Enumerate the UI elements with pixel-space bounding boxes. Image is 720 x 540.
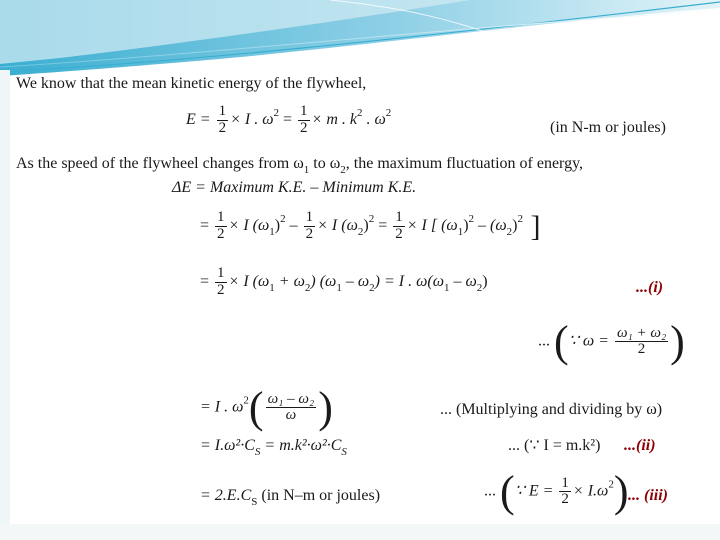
equation-line-3: = I . $\omega^2$( $\frac{\text{ω₁ – ω₂}}{\omega}$ ) xyxy=(200,383,333,432)
equation-line-5: = $2.E.C_S$ (in N–m or joules) xyxy=(200,487,381,508)
equation-line-4: = $I.\omega^2\cdot C_S = m.k^2\cdot\omega^2\cdot C_S$ xyxy=(200,437,347,458)
fraction-half: $\frac{1}{2}$ xyxy=(218,103,227,136)
document-body xyxy=(0,70,720,540)
equation-line-1: = $\frac{1}{2}$ × I $(\omega_1)^2$ – $\frac{1}{2}$ × I $(\omega_2)^2$ = $\frac{1}{2}$ × I [ $(\omega_1)^2 - (\omega_2)^2$ ] xyxy=(200,209,541,243)
header-banner xyxy=(0,0,720,80)
eq-lhs: E = xyxy=(186,110,215,128)
eq-term-1: × I . ω xyxy=(230,110,274,128)
equation-kinetic-energy: E = $\frac{1}{2}$ × I . $\omega^2$ = $\frac{1}{2}$ × m . $k^2$ . $\omega^2$ xyxy=(186,103,392,136)
inertia-note: ... (∵ I = m.k²) xyxy=(508,437,601,454)
energy-note: ... (∵ E = $\frac{1}{2}$ × $I.\omega^2$) xyxy=(484,467,629,516)
eq-term-2: × m . k xyxy=(311,110,357,128)
equation-line-2: = $\frac{1}{2}$ × I $(\omega_1 + \omega_2)$ $(\omega_1 - \omega_2) = I$ . $\omega(\omega_1 - \omega_2)$ xyxy=(200,265,488,298)
units-label: (in N-m or joules) xyxy=(550,119,666,136)
intro-text: We know that the mean kinetic energy of the flywheel, xyxy=(16,75,367,92)
delta-e-definition: ΔE = Maximum K.E. – Minimum K.E. xyxy=(172,179,417,196)
equation-ref-i: ...(i) xyxy=(636,279,664,296)
fraction-half: $\frac{1}{2}$ xyxy=(300,103,308,136)
speed-change-text: As the speed of the flywheel changes from $\omega_1$ to $\omega_2$, the maximum fluctuation of energy, xyxy=(16,155,584,176)
equation-ref-iii: ... (iii) xyxy=(628,487,668,504)
omega-mean-note: ... (∵ ω = $\frac{\text{ω₁ + ω₂}}{2}$ ) xyxy=(538,317,685,366)
equation-ref-ii: ...(ii) xyxy=(624,437,656,454)
multiply-divide-note: ... (Multiplying and dividing by ω) xyxy=(440,401,663,418)
